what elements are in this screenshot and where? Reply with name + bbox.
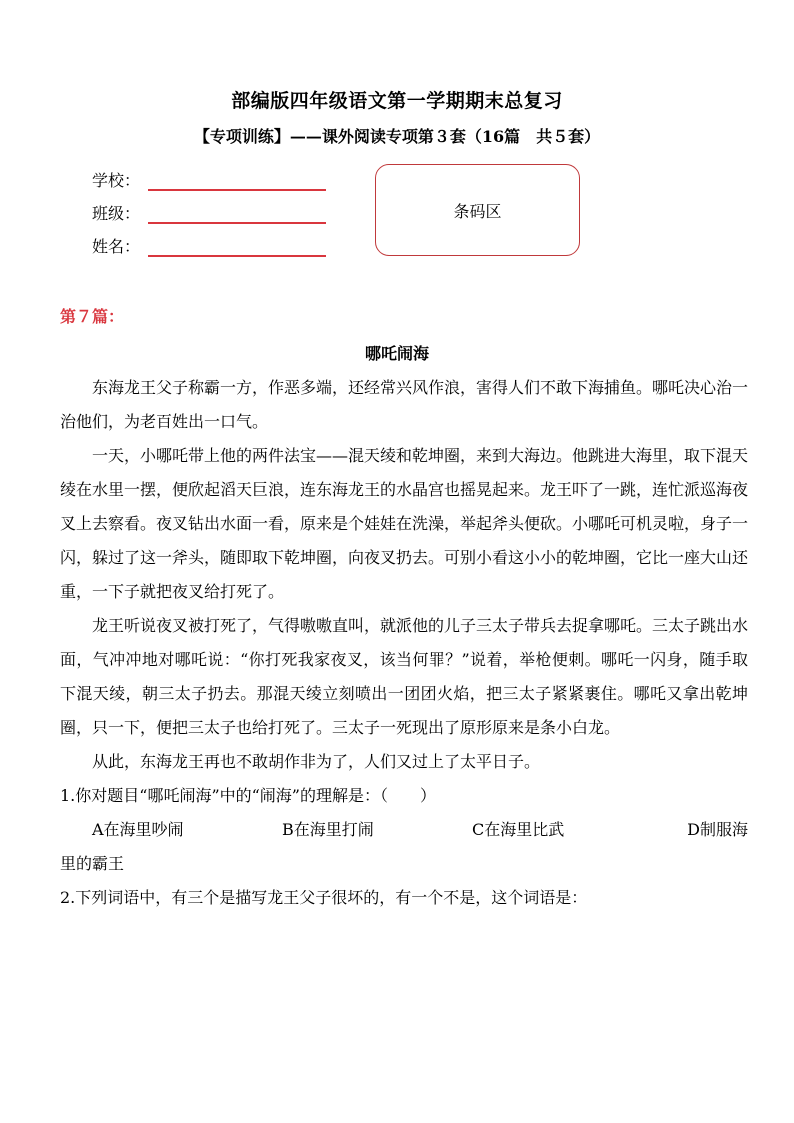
- option-d-continuation: 里的霸王: [60, 854, 125, 873]
- question-1: 1.你对题目“哪吒闹海”中的“闹海”的理解是：（ ）: [60, 786, 436, 805]
- option-b: B在海里打闹: [282, 820, 374, 839]
- reading-body: [60, 371, 748, 915]
- barcode-label: 条码区: [453, 201, 502, 221]
- class-blank-line: [148, 206, 326, 224]
- school-blank-line: [148, 173, 326, 191]
- name-row: [92, 233, 326, 257]
- option-c: C在海里比武: [472, 820, 565, 839]
- section-label: 第７篇：: [60, 307, 125, 326]
- school-label: 学校：: [92, 171, 141, 190]
- class-row: [92, 200, 326, 224]
- question-1-options: [60, 813, 748, 847]
- story-title: 哪吒闹海: [364, 344, 429, 363]
- school-row: [92, 167, 326, 191]
- class-label: 班级：: [92, 204, 141, 223]
- document-title: 部编版四年级语文第一学期期末总复习: [231, 90, 563, 112]
- name-label: 姓名：: [92, 237, 141, 256]
- barcode-area: [375, 164, 580, 256]
- paragraph: 从此，东海龙王再也不敢胡作非为了，人们又过上了太平日子。: [92, 752, 541, 771]
- document-subtitle: 【专项训练】——课外阅读专项第３套（16篇 共５套）: [193, 127, 601, 146]
- name-blank-line: [148, 239, 326, 257]
- option-d: D制服海: [687, 820, 748, 839]
- paragraph: 一天，小哪吒带上他的两件法宝——混天绫和乾坤圈，来到大海边。他跳进大海里，取下混天绫在水里一摆，便欣起滔天巨浪，连东海龙王的水晶宫也摇晃起来。龙王吓了一跳，连忙派巡海夜叉上去察看。夜叉钻出水面一看，原来是个娃娃在洗澡，举起斧头便砍。小哪吒可机灵啦，身子一闪，躲过了这一斧头，随即取下乾坤圈，向夜叉扔去。可别小看这小小的乾坤圈，它比一座大山还重，一下子就把夜叉给打死了。: [60, 446, 749, 601]
- paragraph: 龙王听说夜叉被打死了，气得嗷嗷直叫，就派他的儿子三太子带兵去捉拿哪吒。三太子跳出水面，气冲冲地对哪吒说：“你打死我家夜叉，该当何罪？”说着，举枪便刺。哪吒一闪身，随手取下混天绫，朝三太子扔去。那混天绫立刻喷出一团团火焰，把三太子紧紧裹住。哪吒又拿出乾坤圈，只一下，便把三太子也给打死了。三太子一死现出了原形原来是条小白龙。: [60, 616, 749, 737]
- option-a: A在海里吵闹: [92, 820, 184, 839]
- paragraph: 东海龙王父子称霸一方，作恶多端，还经常兴风作浪，害得人们不敢下海捕鱼。哪吒决心治一治他们，为老百姓出一口气。: [60, 378, 749, 431]
- question-2: 2.下列词语中，有三个是描写龙王父子很坏的，有一个不是，这个词语是：: [60, 888, 588, 907]
